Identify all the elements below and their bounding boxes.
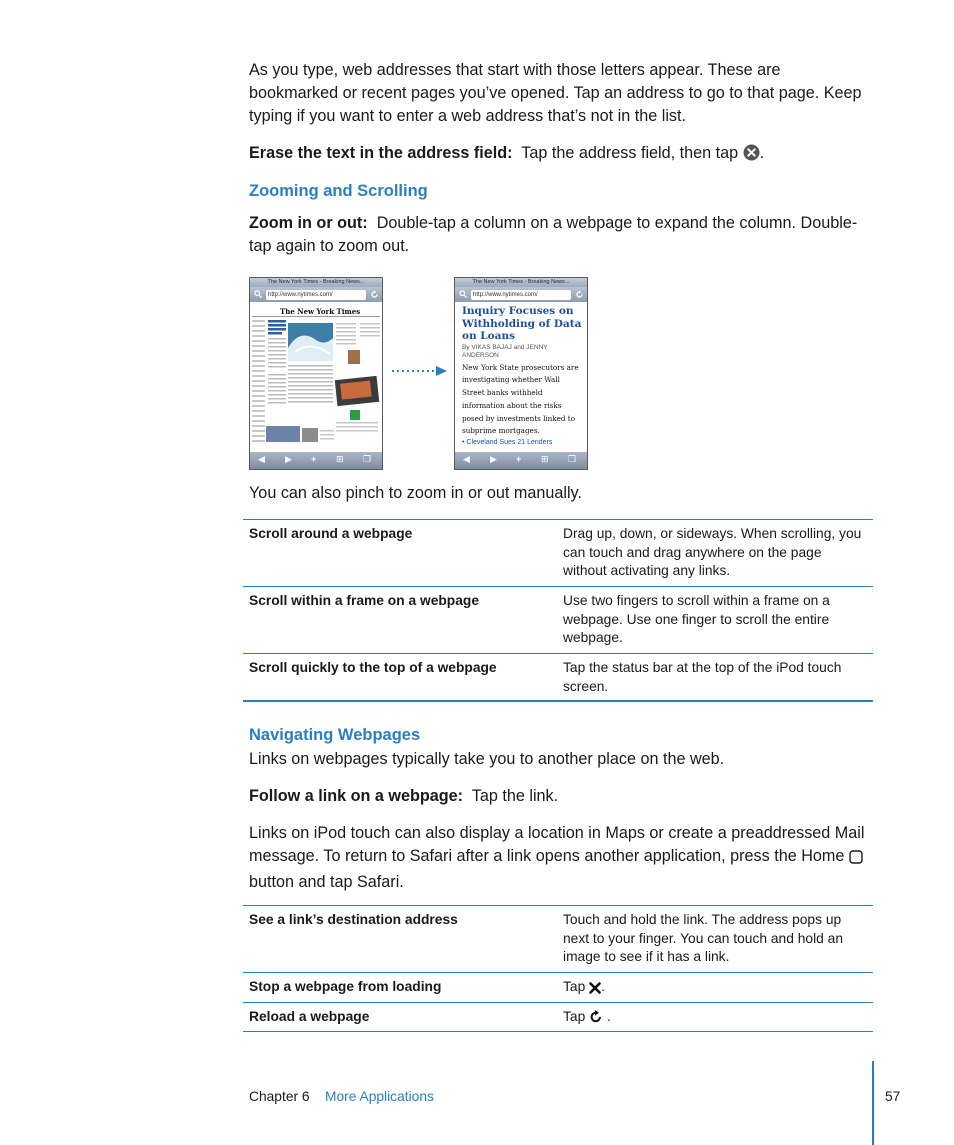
add-icon: + bbox=[311, 454, 317, 464]
erase-text: Tap the address field, then tap bbox=[521, 144, 739, 162]
pages-icon: ❐ bbox=[363, 454, 372, 464]
zoomed-headline: Inquiry Focuses on Withholding of Data on Loans bbox=[462, 305, 582, 342]
navigating-heading: Navigating Webpages bbox=[249, 726, 421, 744]
reload-icon bbox=[370, 290, 379, 299]
table-description: Drag up, down, or sideways. When scrolling, you can touch and drag anywhere on the page without activating any links. bbox=[563, 526, 862, 578]
erase-end: . bbox=[759, 144, 765, 162]
table-row bbox=[243, 906, 873, 973]
table-action: Scroll quickly to the top of a webpage bbox=[249, 660, 497, 675]
follow-label: Follow a link on a webpage: bbox=[249, 787, 464, 805]
zoom-arrow-icon bbox=[390, 364, 450, 378]
table-description: Tap the status bar at the top of the iPod touch screen. bbox=[563, 660, 842, 694]
pages-icon: ❐ bbox=[568, 454, 577, 464]
newspaper-columns bbox=[250, 318, 382, 448]
tap-end: . bbox=[601, 979, 605, 994]
reload-icon bbox=[575, 290, 584, 299]
table-row bbox=[243, 587, 873, 654]
zoom-text: Double-tap a column on a webpage to expand the column. Double-tap again to zoom out. bbox=[249, 214, 858, 255]
zooming-heading: Zooming and Scrolling bbox=[249, 182, 428, 200]
browser-title: The New York Times - Breaking News... bbox=[455, 278, 587, 287]
table-action: Stop a webpage from loading bbox=[249, 979, 442, 994]
links-text-1: Links on iPod touch can also display a location in Maps or create a preaddressed Mail message. To return to Safari after a link opens another application, press the Home bbox=[249, 824, 865, 865]
erase-label: Erase the text in the address field: bbox=[249, 144, 513, 162]
footer-chapter-title[interactable]: More Applications bbox=[325, 1089, 434, 1104]
zoomed-byline: By VIKAS BAJAJ and JENNY ANDERSON bbox=[462, 343, 548, 359]
back-icon: ◀ bbox=[258, 454, 265, 464]
screenshot-full-page bbox=[249, 277, 383, 470]
table-description bbox=[563, 978, 863, 1000]
pinch-note: You can also pinch to zoom in or out manually. bbox=[249, 484, 582, 502]
table-action: Reload a webpage bbox=[249, 1009, 370, 1024]
bookmarks-icon: ⊞ bbox=[336, 454, 344, 464]
newspaper-masthead: The New York Times bbox=[280, 307, 361, 316]
table-row bbox=[243, 520, 873, 587]
screenshot-zoomed-column bbox=[454, 277, 588, 470]
close-x-icon bbox=[589, 981, 601, 1000]
nav-intro: Links on webpages typically take you to another place on the web. bbox=[249, 750, 725, 768]
add-icon: + bbox=[516, 454, 522, 464]
navigation-table bbox=[243, 905, 873, 1032]
newspaper-page bbox=[250, 302, 382, 452]
table-action: Scroll around a webpage bbox=[249, 526, 413, 541]
browser-title: The New York Times - Breaking News... bbox=[250, 278, 382, 287]
tap-text: Tap bbox=[563, 979, 586, 994]
intro-paragraph: As you type, web addresses that start with those letters appear. These are bookmarked or recent pages you’ve opened. Tap an address to go to that page. Keep typing if you want to enter a web address that’s not in the list. bbox=[249, 61, 862, 125]
scroll-table bbox=[243, 519, 873, 702]
page-number: 57 bbox=[885, 1089, 901, 1104]
back-icon: ◀ bbox=[463, 454, 470, 464]
follow-instruction bbox=[249, 785, 874, 808]
zoom-instruction bbox=[249, 212, 874, 258]
footer-chapter: Chapter 6 bbox=[249, 1089, 310, 1104]
links-text-2: button and tap Safari. bbox=[249, 873, 404, 891]
table-description bbox=[563, 1008, 863, 1030]
tap-text: Tap bbox=[563, 1009, 586, 1024]
bookmarks-icon: ⊞ bbox=[541, 454, 549, 464]
clear-field-icon bbox=[743, 144, 760, 168]
follow-text: Tap the link. bbox=[471, 787, 559, 805]
browser-toolbar bbox=[250, 452, 382, 469]
url-bar bbox=[455, 287, 587, 302]
links-paragraph bbox=[249, 822, 874, 894]
table-row bbox=[243, 1003, 873, 1032]
forward-icon: ▶ bbox=[285, 454, 292, 464]
zoom-label: Zoom in or out: bbox=[249, 214, 368, 232]
table-action: See a link’s destination address bbox=[249, 912, 458, 927]
zoomed-link: • Cleveland Sues 21 Lenders bbox=[462, 439, 553, 447]
table-description: Use two fingers to scroll within a frame on a webpage. Use one finger to scroll the entire webpage. bbox=[563, 593, 830, 645]
search-icon bbox=[459, 290, 467, 298]
footer-divider bbox=[872, 1061, 874, 1145]
url-field: http://www.nytimes.com/ bbox=[266, 290, 366, 300]
zoomed-article bbox=[455, 302, 587, 452]
tap-end: . bbox=[606, 1009, 611, 1024]
table-description: Touch and hold the link. The address pops up next to your finger. You can touch and hold an image to see if it has a link. bbox=[563, 912, 843, 964]
table-action: Scroll within a frame on a webpage bbox=[249, 593, 479, 608]
erase-instruction bbox=[249, 142, 874, 168]
browser-toolbar bbox=[455, 452, 587, 469]
table-row bbox=[243, 973, 873, 1003]
forward-icon: ▶ bbox=[490, 454, 497, 464]
url-field: http://www.nytimes.com/ bbox=[471, 290, 571, 300]
zoomed-body: New York State prosecutors are investigating whether Wall Street banks withheld information about the risks posed by investments linked to subprime mortgages. bbox=[462, 362, 579, 436]
url-bar bbox=[250, 287, 382, 302]
reload-icon bbox=[589, 1010, 603, 1030]
search-icon bbox=[254, 290, 262, 298]
table-row bbox=[243, 654, 873, 702]
home-button-icon bbox=[849, 848, 863, 871]
